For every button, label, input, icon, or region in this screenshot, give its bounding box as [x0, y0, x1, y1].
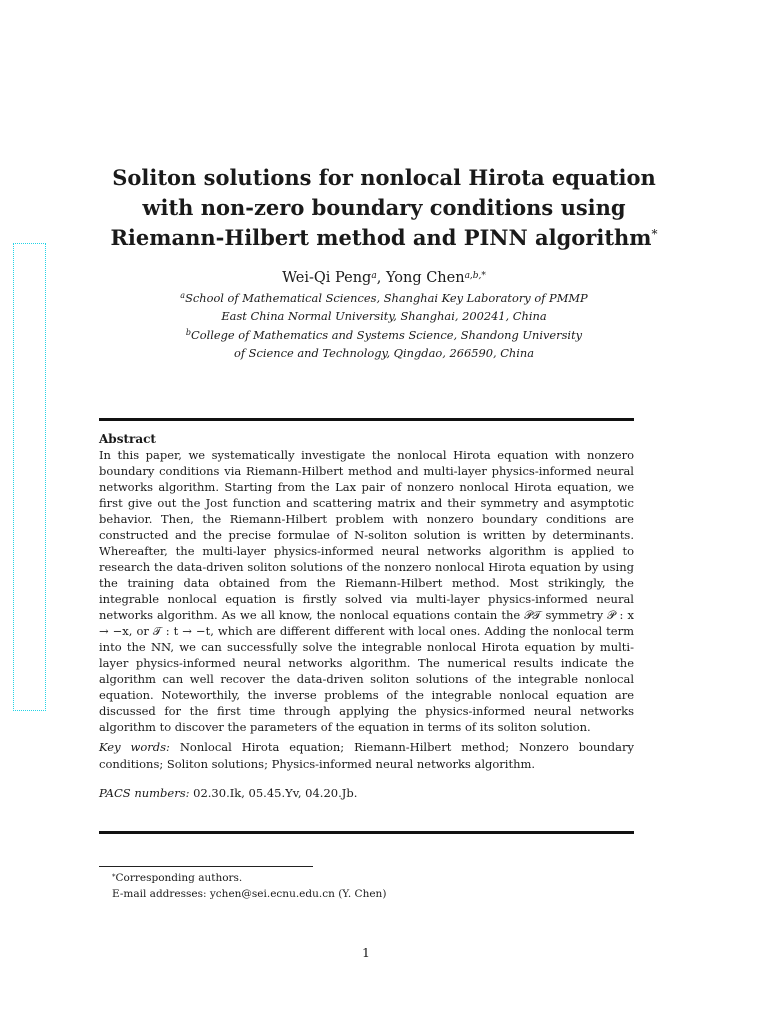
author-list: Wei-Qi Peng$^a$, Yong Chen$^{a,b,*}$ [282, 270, 486, 286]
author-1: Wei-Qi Peng [282, 270, 372, 286]
footnote-rule [99, 866, 313, 867]
title-line-1: Soliton solutions for nonlocal Hirota equation [112, 165, 656, 190]
pacs-numbers [99, 786, 357, 800]
abstract-text: In this paper, we systematically investigate the nonlocal Hirota equation with nonzero boundary conditions via Riemann-Hilbert method and multi-layer physics-informed neural networks algorithm. Starting from the Lax pair of nonzero nonlocal Hirota equation, we first give out the Jost function and scattering matrix and their symmetry and asymptotic behavior. Then, the Riemann-Hilbert problem with nonzero boundary conditions are constructed and the precise formulae of N-soliton solution is written by determinants. Whereafter, the multi-layer physics-informed neural networks algorithm is applied to research the data-driven soliton solutions of the nonzero nonlocal Hirota equation by using the training data obtained from the Riemann-Hilbert method. Most strikingly, the integrable nonlocal equation is firstly solved via multi-layer physics-informed neural networks algorithm. As we all know, the nonlocal equations contain the 𝒫𝒯 symmetry 𝒫 : x → −x, or 𝒯 : t → −t, which are different different with local ones. Adding the nonlocal term into the NN, we can successfully solve the integrable nonlocal Hirota equation by multi-layer physics-informed neural networks algorithm. The numerical results indicate the algorithm can well recover the data-driven soliton solutions of the integrable nonlocal equation. Noteworthily, the inverse problems of the integrable nonlocal equation are discussed for the first time through applying the physics-informed neural networks algorithm to discover the parameters of the equation in terms of its soliton solution. [99, 448, 634, 734]
top-rule [99, 418, 634, 421]
affiliation-a-line-1: $^a$School of Mathematical Sciences, Shanghai Key Laboratory of PMMP [180, 291, 588, 305]
title-footnote-mark: * [651, 227, 658, 241]
page-number: 1 [362, 945, 370, 960]
affiliation-a-line-2: East China Normal University, Shanghai, 200241, China [221, 309, 547, 323]
affiliation-b-line-1: $^b$College of Mathematics and Systems Science, Shandong University [185, 328, 583, 342]
pacs-text: 02.30.Ik, 05.45.Yv, 04.20.Jb. [193, 786, 358, 800]
title-line-3: Riemann-Hilbert method and PINN algorithm* [110, 225, 658, 250]
abstract-heading: Abstract [99, 432, 156, 446]
footnote-corresponding: *Corresponding authors. [112, 872, 243, 884]
affiliation-b-line-2: of Science and Technology, Qingdao, 266590, China [233, 346, 535, 360]
footnote-email: E-mail addresses: ychen@sei.ecnu.edu.cn (Y. Chen) [112, 888, 387, 900]
margin-annotation-box [13, 243, 46, 711]
keywords-text: Nonlocal Hirota equation; Riemann-Hilbert method; Nonzero boundary conditions; Soliton solutions; Physics-informed neural networks algorithm. [99, 740, 634, 771]
author-1-mark: a [371, 271, 377, 281]
keywords-label: Key words: [99, 740, 170, 754]
author-2: Yong Chen [385, 270, 465, 286]
pacs-label: PACS numbers: [99, 786, 190, 800]
paper-title [90, 163, 678, 253]
author-2-mark: a,b,* [464, 271, 486, 281]
bottom-rule [99, 831, 634, 834]
title-line-2: with non-zero boundary conditions using [142, 195, 626, 220]
keywords [99, 739, 634, 773]
